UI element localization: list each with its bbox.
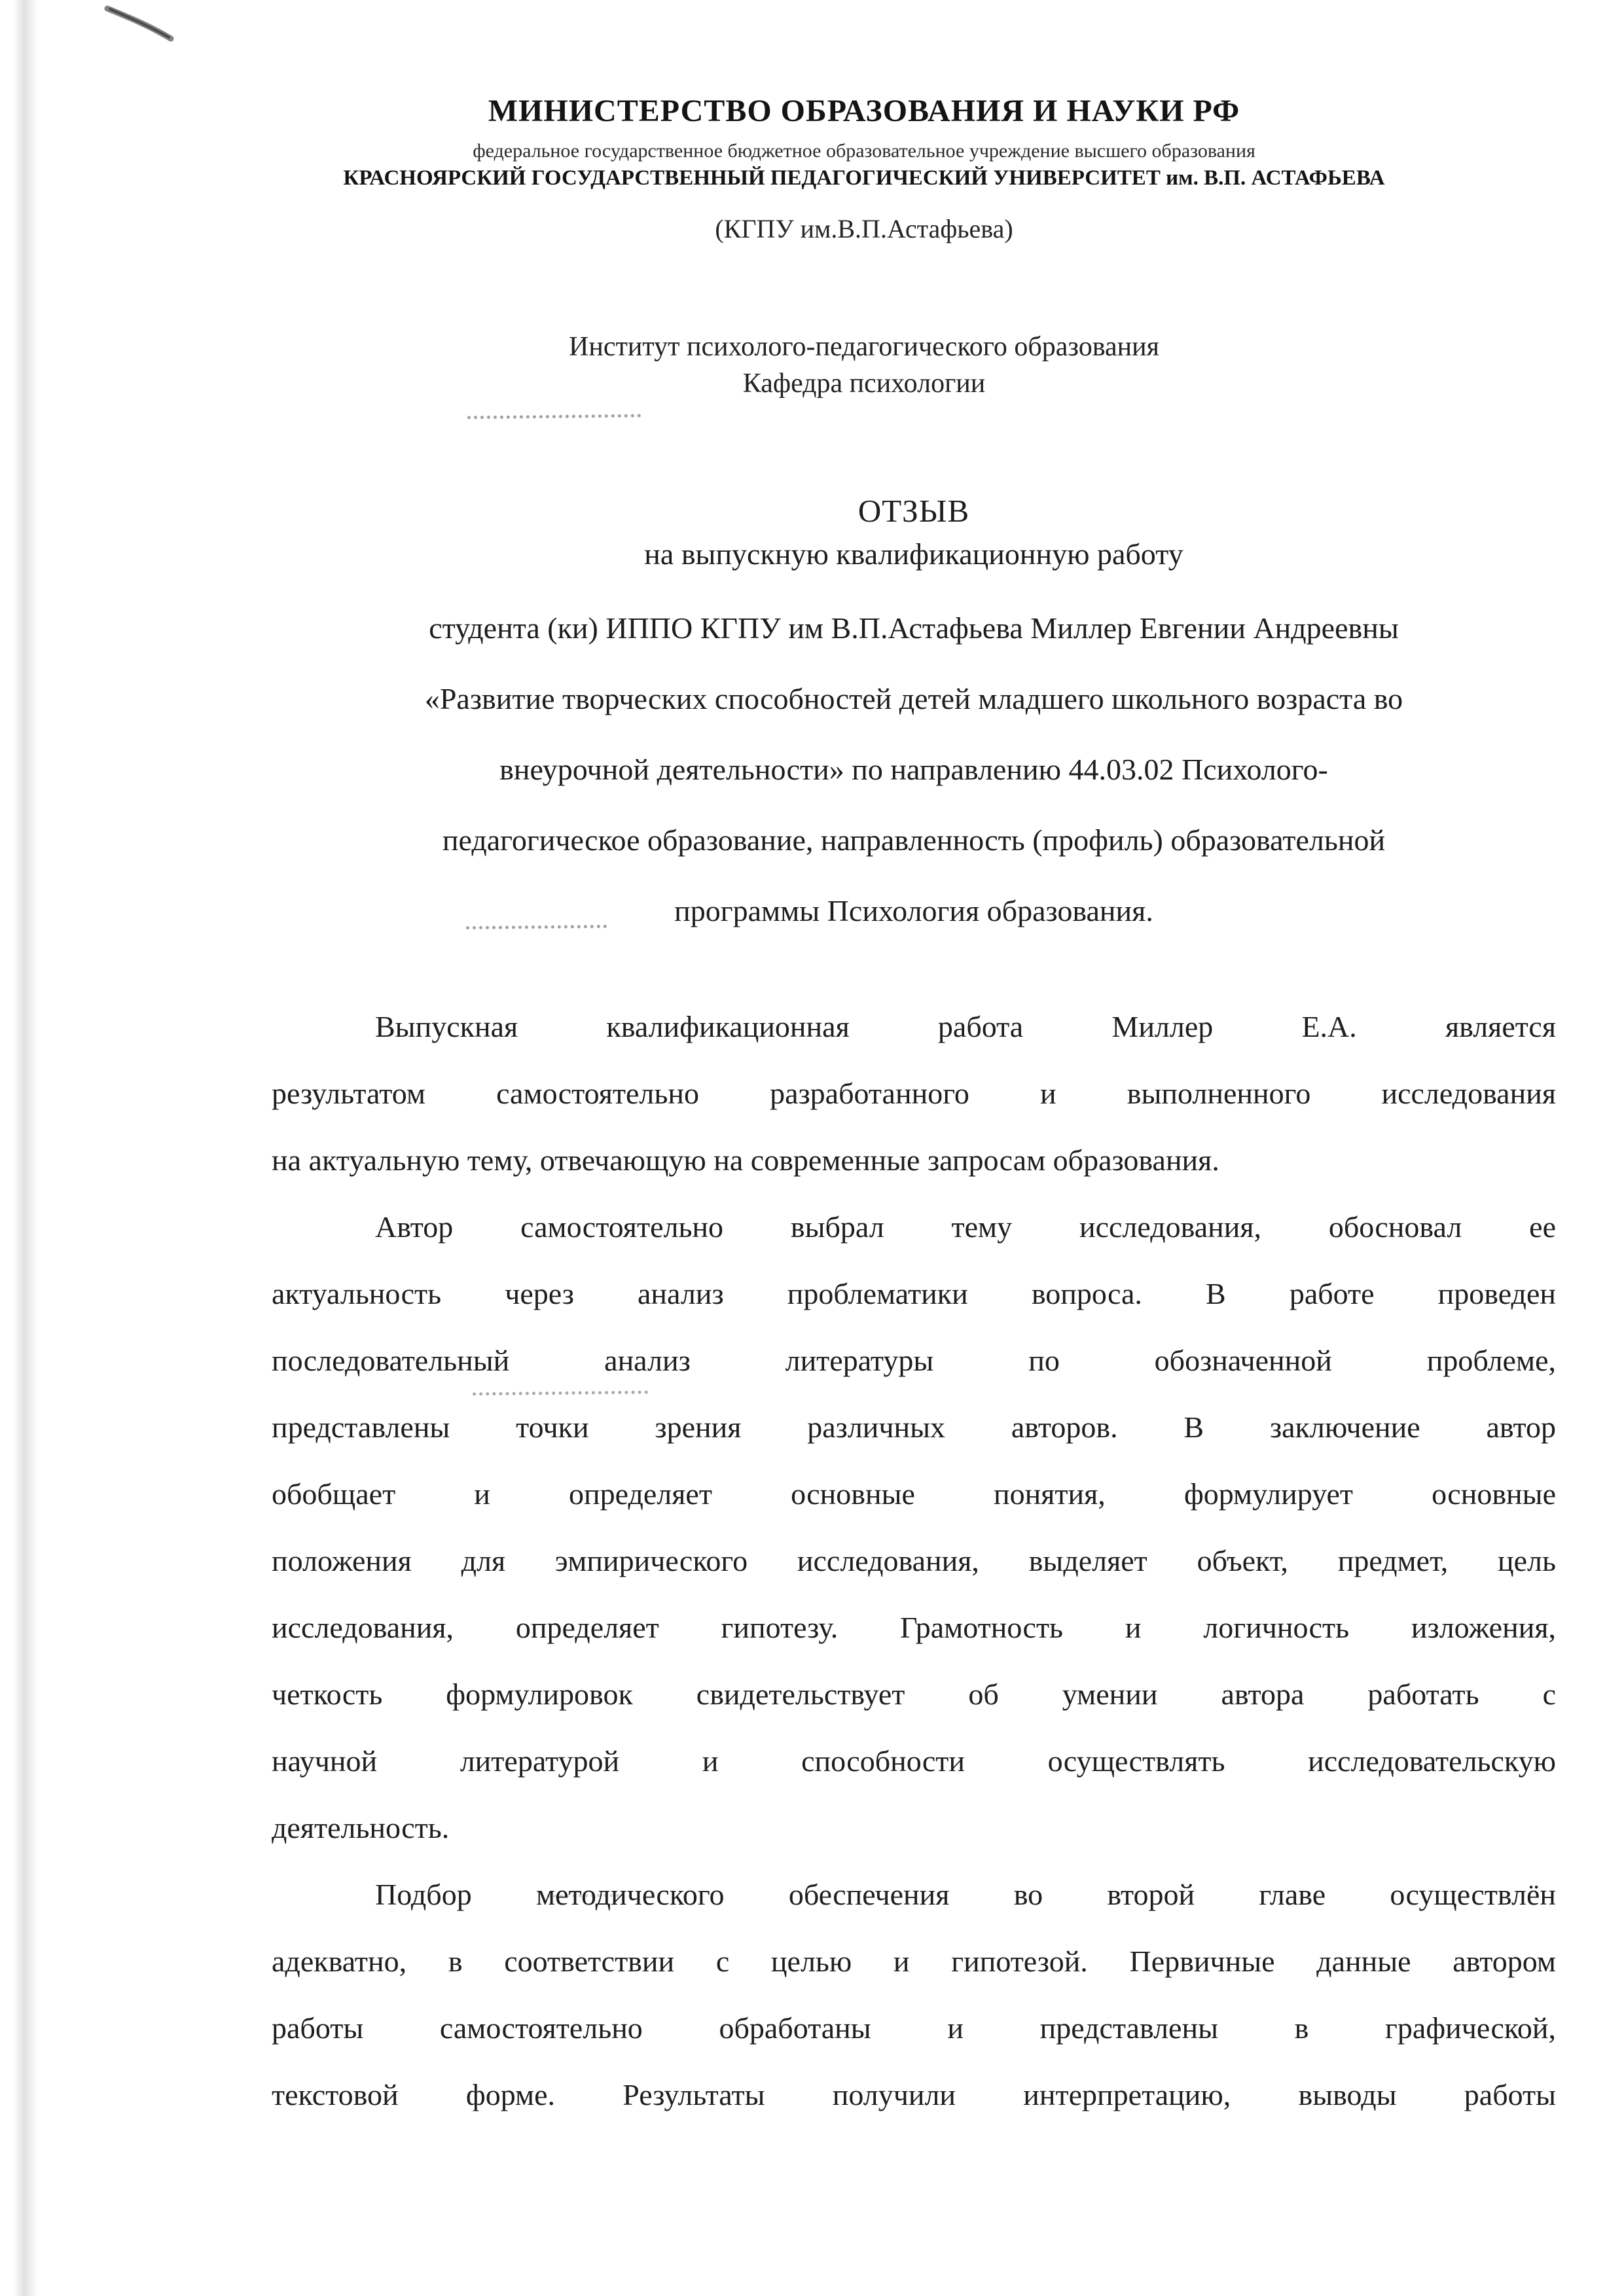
ink-smudge-artifact xyxy=(467,414,641,420)
institute-name: Институт психолого-педагогического образования xyxy=(569,332,1159,362)
body-line: текстовой форме. Результаты получили интерпретацию, выводы работы xyxy=(272,2078,1556,2111)
thesis-title-line: студента (ки) ИППО КГПУ им В.П.Астафьева Миллер Евгении Андреевны xyxy=(429,611,1399,645)
body-line: Автор самостоятельно выбрал тему исследования, обосновал ее xyxy=(375,1210,1556,1244)
body-line: деятельность. xyxy=(272,1811,450,1844)
body-line: на актуальную тему, отвечающую на современные запросам образования. xyxy=(272,1143,1219,1177)
body-line: Подбор методического обеспечения во второй главе осуществлён xyxy=(375,1878,1556,1911)
body-line: Выпускная квалификационная работа Миллер Е.А. является xyxy=(375,1010,1556,1043)
university-name: КРАСНОЯРСКИЙ ГОСУДАРСТВЕННЫЙ ПЕДАГОГИЧЕСКИЙ УНИВЕРСИТЕТ им. В.П. АСТАФЬЕВА xyxy=(343,166,1385,190)
review-subtitle: на выпускную квалификационную работу xyxy=(644,537,1183,571)
body-line: четкость формулировок свидетельствует об умении автора работать с xyxy=(272,1677,1556,1711)
scan-edge-streak xyxy=(13,0,38,2296)
body-line: научной литературой и способности осуществлять исследовательскую xyxy=(272,1744,1556,1778)
body-line: обобщает и определяет основные понятия, формулирует основные xyxy=(272,1477,1556,1511)
body-line: актуальность через анализ проблематики вопроса. В работе проведен xyxy=(272,1277,1556,1310)
thesis-title-line: программы Психология образования. xyxy=(674,894,1153,927)
department-name: Кафедра психологии xyxy=(742,368,986,399)
thesis-title-line: «Развитие творческих способностей детей младшего школьного возраста во xyxy=(424,682,1403,715)
review-title: ОТЗЫВ xyxy=(857,493,970,529)
body-line: представлены точки зрения различных авторов. В заключение автор xyxy=(272,1410,1556,1444)
federal-institution-line: федеральное государственное бюджетное образовательное учреждение высшего образования xyxy=(473,140,1255,162)
thesis-title-line: внеурочной деятельности» по направлению 44.03.02 Психолого- xyxy=(499,753,1328,786)
university-abbreviation: (КГПУ им.В.П.Астафьева) xyxy=(715,214,1013,243)
thesis-title-line: педагогическое образование, направленность (профиль) образовательной xyxy=(442,823,1386,857)
body-line: результатом самостоятельно разработанного и выполненного исследования xyxy=(272,1077,1556,1110)
body-line: исследования, определяет гипотезу. Грамотность и логичность изложения, xyxy=(272,1611,1556,1644)
ministry-heading: МИНИСТЕРСТВО ОБРАЗОВАНИЯ И НАУКИ РФ xyxy=(488,94,1240,128)
body-line: положения для эмпирического исследования, выделяет объект, предмет, цель xyxy=(272,1544,1556,1577)
body-line: последовательный анализ литературы по обозначенной проблеме, xyxy=(272,1344,1556,1377)
body-line: работы самостоятельно обработаны и представлены в графической, xyxy=(272,2011,1556,2045)
review-body-text xyxy=(272,994,1556,2128)
body-line: адекватно, в соответствии с целью и гипотезой. Первичные данные автором xyxy=(272,1945,1556,1978)
thesis-title-block xyxy=(272,593,1556,946)
pen-stroke-artifact xyxy=(90,0,202,62)
